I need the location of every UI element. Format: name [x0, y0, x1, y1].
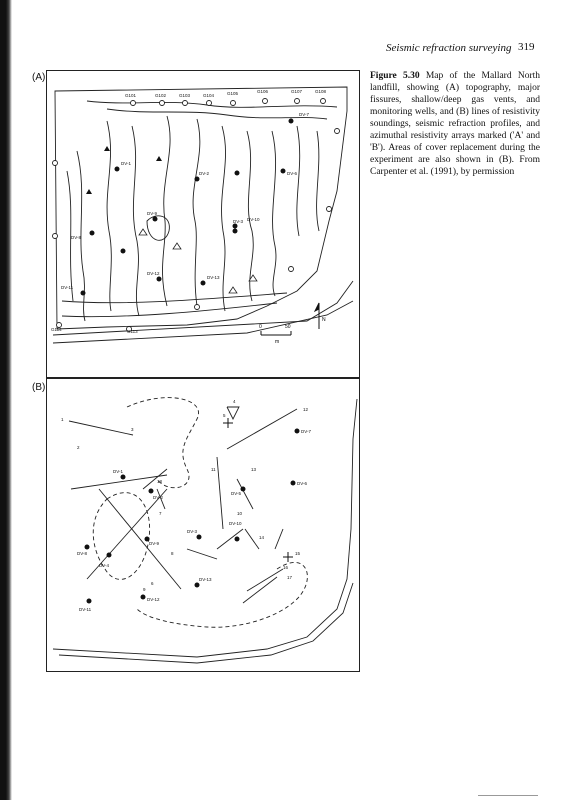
- well-label: DV-5: [231, 491, 242, 496]
- well-label: DV-2: [199, 171, 210, 176]
- well-label: DV-12: [147, 597, 160, 602]
- vent-label: G114: [51, 327, 62, 332]
- line-number: 15: [295, 551, 301, 556]
- line-number: 2: [77, 445, 80, 450]
- vent-label: G102: [155, 93, 167, 98]
- map-a-drawing: [47, 71, 359, 377]
- caption-text: Map of the Mallard North landfill, showing (A) topography, major fissures, shallow/deep gas vents, and monitoring wells, and (B) lines of resistivity soundings, seismic refraction profiles, and azimuthal resistivity arrays marked ('A' and 'B'). Areas of cover replacement during the experiment are also shown in (B). From Carpenter et al. (1991), by permission: [370, 71, 540, 177]
- well-label: DV-1: [113, 469, 124, 474]
- map-b: [46, 378, 360, 672]
- line-number: 11: [211, 467, 216, 472]
- map-b-drawing: [47, 379, 359, 671]
- line-number: 16: [283, 565, 289, 570]
- line-number: 4: [233, 399, 236, 404]
- line-number: 13: [251, 467, 257, 472]
- scale-unit: m: [275, 339, 280, 345]
- line-number: 7: [159, 511, 162, 516]
- well-label: DV-11: [61, 285, 74, 290]
- well-label: DV-12: [147, 271, 160, 276]
- line-number: 14: [259, 535, 265, 540]
- well-label: DV-9: [147, 211, 158, 216]
- vent-label: G113: [127, 329, 138, 334]
- well-label: DV-6: [297, 481, 308, 486]
- panel-b-label: (B): [32, 382, 46, 393]
- panel-a-label: (A): [32, 72, 46, 83]
- figure-caption: [370, 70, 540, 178]
- line-number: 10: [237, 511, 243, 516]
- well-label: DV-3: [233, 219, 244, 224]
- well-label: DV-1: [121, 161, 132, 166]
- line-number: 9: [143, 587, 146, 592]
- line-number: 18: [157, 479, 163, 484]
- vent-label: G105: [227, 91, 239, 96]
- vent-label: G101: [125, 93, 137, 98]
- well-label: DV-9: [149, 541, 160, 546]
- line-number: 1: [61, 417, 64, 422]
- map-a: [46, 70, 360, 378]
- vent-label: G104: [203, 93, 215, 98]
- book-spine-shadow: [0, 0, 12, 800]
- well-label: DV-11: [79, 607, 92, 612]
- well-label: DV-10: [247, 217, 260, 222]
- vent-label: G106: [257, 89, 269, 94]
- line-number: 12: [303, 407, 309, 412]
- well-label: DV-7: [299, 112, 310, 117]
- line-number: 5: [223, 413, 226, 418]
- line-number: 17: [287, 575, 293, 580]
- well-label: DV-8: [77, 551, 88, 556]
- scale-fifty: 50: [285, 324, 291, 330]
- well-label: DV-7: [301, 429, 312, 434]
- well-label: DV-13: [199, 577, 212, 582]
- figure-label: Figure 5.30: [370, 71, 420, 81]
- well-label: DV-4: [99, 563, 110, 568]
- running-title: Seismic refraction surveying: [386, 42, 512, 54]
- vent-label: G107: [291, 89, 303, 94]
- page-number: 319: [518, 41, 535, 53]
- well-label: DV-10: [229, 521, 242, 526]
- well-label: DV-8: [71, 235, 82, 240]
- line-number: 3: [131, 427, 134, 432]
- footer-rule: [478, 795, 538, 796]
- vent-label: G103: [179, 93, 191, 98]
- well-label: DV-13: [207, 275, 220, 280]
- scale-zero: 0: [259, 324, 262, 330]
- well-label: DV-6: [287, 171, 298, 176]
- vent-label: G108: [315, 89, 327, 94]
- well-label: DV-2: [153, 495, 164, 500]
- line-number: 6: [151, 581, 154, 586]
- north-label: N: [322, 317, 326, 323]
- well-label: DV-3: [187, 529, 198, 534]
- line-number: 8: [171, 551, 174, 556]
